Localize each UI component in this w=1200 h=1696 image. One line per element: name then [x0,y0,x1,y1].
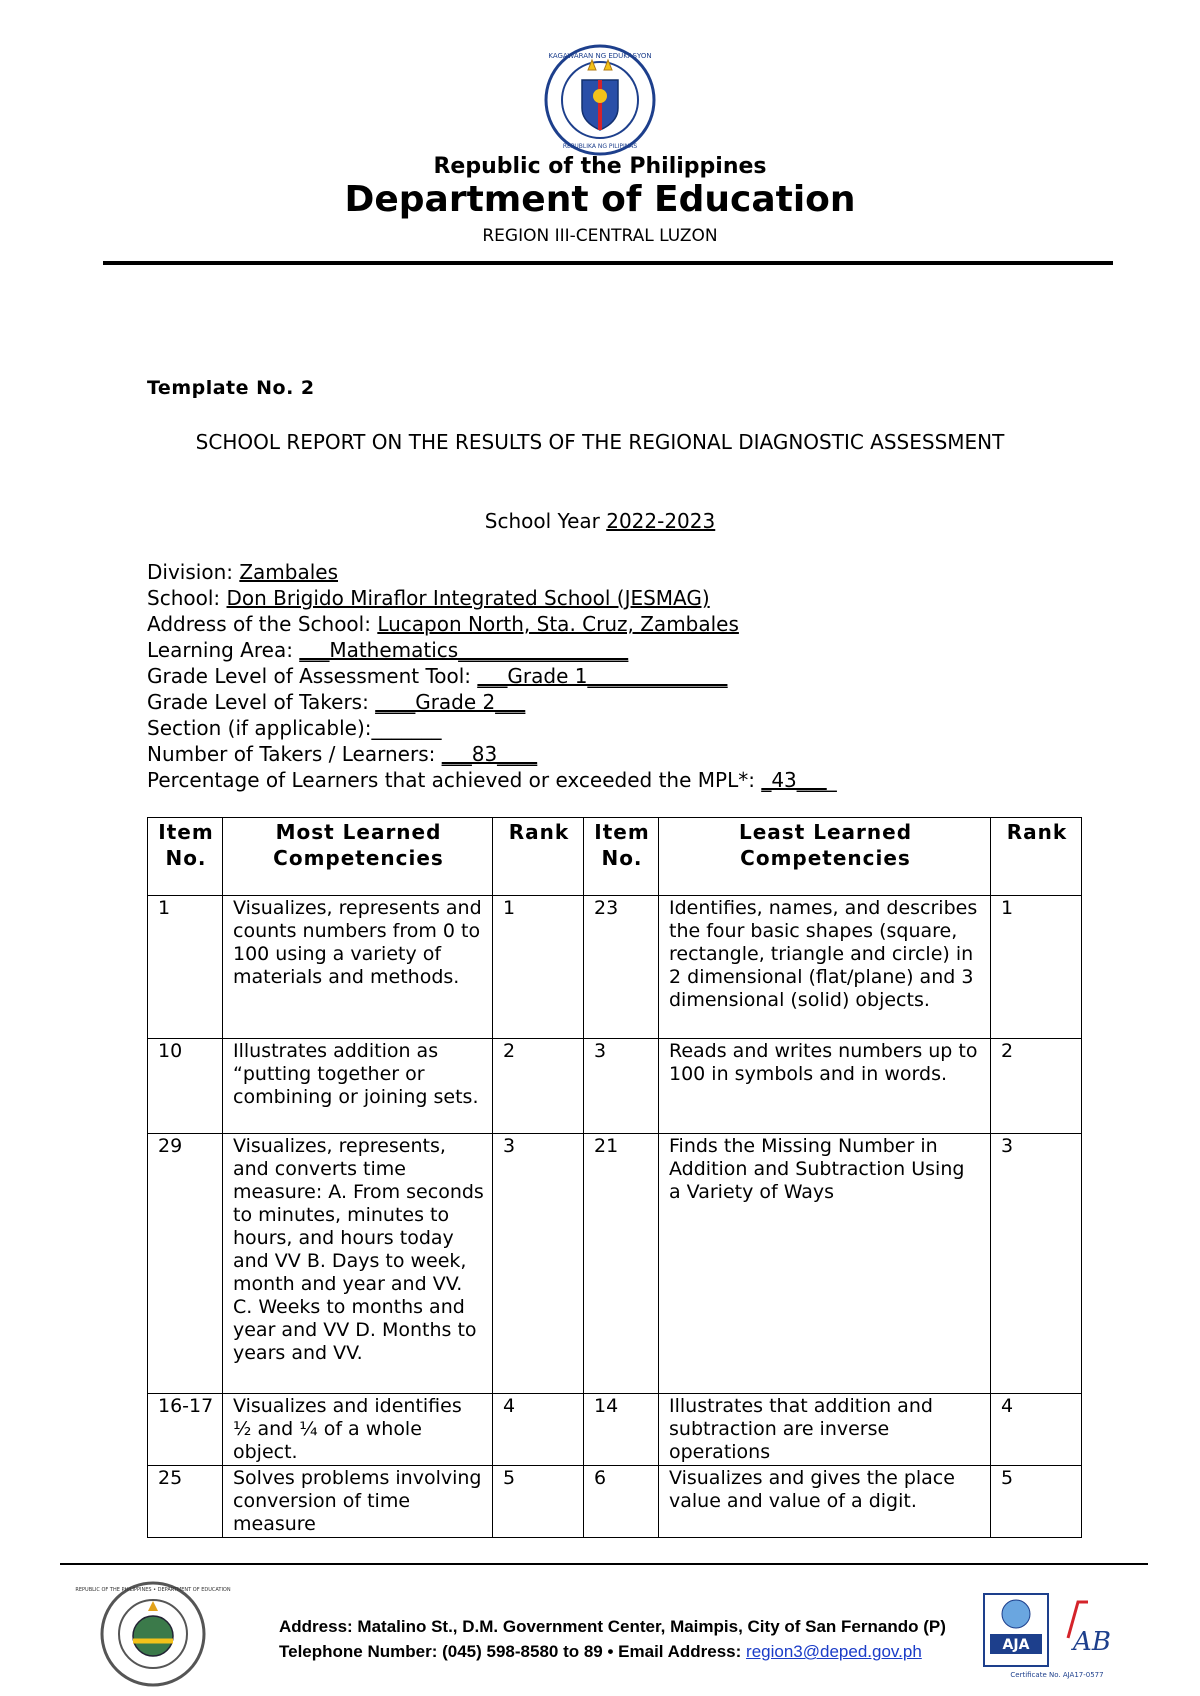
school-year-value: 2022-2023 [606,509,716,533]
cell-most-comp: Illustrates addition as “putting together or combining or joining sets. [223,1039,493,1134]
deped-seal-logo [544,44,656,156]
certificate-text: Certificate No. AJA17-0577 [1010,1671,1104,1679]
field-address [147,612,739,636]
header-rank-most: Rank [493,818,584,896]
division-label: Division: [147,560,240,584]
header-rank-least: Rank [991,818,1082,896]
competencies-table-wrap [147,817,1082,1538]
table-row [148,1466,1082,1538]
cell-most-item: 29 [148,1134,223,1394]
school-year-label: School Year [484,509,607,533]
division-value: Zambales [239,560,339,584]
takers-grade-value: ____Grade 2___ [375,690,526,714]
cell-least-item: 21 [584,1134,659,1394]
field-division [147,560,338,584]
mpl-label: Percentage of Learners that achieved or exceeded the MPL*: [147,768,762,792]
aja-text: AJA [1002,1637,1030,1653]
footer-seal-text: REPUBLIC OF THE PHILIPPINES • DEPARTMENT OF EDUCATION [75,1587,231,1593]
cell-most-rank: 4 [493,1394,584,1466]
field-section [147,716,442,740]
cell-least-item: 6 [584,1466,659,1538]
table-row [148,896,1082,1039]
address-label: Address of the School: [147,612,378,636]
ab-text: AB [1073,1627,1111,1657]
field-assessment-tool [147,664,727,688]
cell-least-rank: 4 [991,1394,1082,1466]
address-value: Lucapon North, Sta. Cruz, Zambales [377,612,739,636]
mpl-trail: _ [826,768,837,792]
field-school [147,586,710,610]
field-mpl [147,768,837,792]
header-department: Department of Education [344,179,856,220]
cell-least-comp: Visualizes and gives the place value and value of a digit. [659,1466,991,1538]
aja-certification-logo [982,1590,1132,1680]
cell-most-rank: 3 [493,1134,584,1394]
header-item-no-least: Item No. [584,818,659,896]
cell-least-item: 23 [584,896,659,1039]
takers-grade-label: Grade Level of Takers: [147,690,376,714]
cell-least-comp: Illustrates that addition and subtraction are inverse operations [659,1394,991,1466]
footer-contact [279,1642,922,1662]
cell-most-comp: Solves problems involving conversion of time measure [223,1466,493,1538]
header-item-no-most: Item No. [148,818,223,896]
footer-address-label: Address: [279,1617,353,1636]
cell-most-rank: 5 [493,1466,584,1538]
field-takers-grade [147,690,525,714]
cell-most-item: 1 [148,896,223,1039]
footer-phone-label: Telephone Number: [279,1642,438,1661]
footer-divider [60,1563,1148,1565]
cell-least-item: 3 [584,1039,659,1134]
field-learning-area [147,638,628,662]
takers-count-value: ___83____ [441,742,538,766]
field-takers-count [147,742,537,766]
cell-least-comp: Reads and writes numbers up to 100 in symbols and in words. [659,1039,991,1134]
header-republic: Republic of the Philippines [433,154,767,179]
cell-least-rank: 2 [991,1039,1082,1134]
table-row [148,1039,1082,1134]
header-divider [103,261,1113,265]
cell-least-item: 14 [584,1394,659,1466]
competencies-table [147,817,1082,1538]
footer-email-label: Email Address: [618,1642,742,1661]
seal-text-top: KAGAWARAN NG EDUKASYON [548,52,652,60]
header-region: REGION III-CENTRAL LUZON [482,226,718,246]
cell-most-item: 25 [148,1466,223,1538]
report-title: SCHOOL REPORT ON THE RESULTS OF THE REGIONAL DIAGNOSTIC ASSESSMENT [195,430,1005,454]
table-row [148,1134,1082,1394]
footer-email-link[interactable]: region3@deped.gov.ph [746,1642,922,1661]
cell-least-rank: 1 [991,896,1082,1039]
school-year [0,509,1200,533]
cell-most-rank: 2 [493,1039,584,1134]
cell-most-item: 10 [148,1039,223,1134]
school-label: School: [147,586,227,610]
footer-deped-seal-logo [75,1581,231,1687]
cell-most-comp: Visualizes and identifies ½ and ¼ of a whole object. [223,1394,493,1466]
learning-area-value: ___Mathematics_________________ [299,638,629,662]
takers-count-label: Number of Takers / Learners: [147,742,442,766]
mpl-value: _43___ [761,768,827,792]
school-value: Don Brigido Miraflor Integrated School (JESMAG) [226,586,710,610]
footer-phone-value: (045) 598-8580 to 89 • [437,1642,619,1661]
header-least-learned: Least Learned Competencies [659,818,991,896]
footer-address [279,1617,946,1637]
cell-least-comp: Finds the Missing Number in Addition and Subtraction Using a Variety of Ways [659,1134,991,1394]
table-row [148,1394,1082,1466]
section-label: Section (if applicable): [147,716,372,740]
cell-least-comp: Identifies, names, and describes the four basic shapes (square, rectangle, triangle and circle) in 2 dimensional (flat/plane) and 3 dimensional (solid) objects. [659,896,991,1039]
header-most-learned: Most Learned Competencies [223,818,493,896]
table-header-row [148,818,1082,896]
cell-most-comp: Visualizes, represents, and converts time measure: A. From seconds to minutes, minutes to hours, and hours today and VV B. Days to week, month and year and VV. C. Weeks to months and year and VV D. Months to years and VV. [223,1134,493,1394]
cell-most-rank: 1 [493,896,584,1039]
seal-text-bottom: REPUBLIKA NG PILIPINAS [562,143,638,150]
footer-address-value: Matalino St., D.M. Government Center, Maimpis, City of San Fernando (P) [352,1617,946,1636]
cell-least-rank: 5 [991,1466,1082,1538]
learning-area-label: Learning Area: [147,638,300,662]
cell-most-comp: Visualizes, represents and counts numbers from 0 to 100 using a variety of materials and methods. [223,896,493,1039]
tool-label: Grade Level of Assessment Tool: [147,664,478,688]
cell-least-rank: 3 [991,1134,1082,1394]
cell-most-item: 16-17 [148,1394,223,1466]
tool-value: ___Grade 1______________ [477,664,728,688]
template-number: Template No. 2 [147,377,315,399]
section-value: _______ [371,716,442,740]
